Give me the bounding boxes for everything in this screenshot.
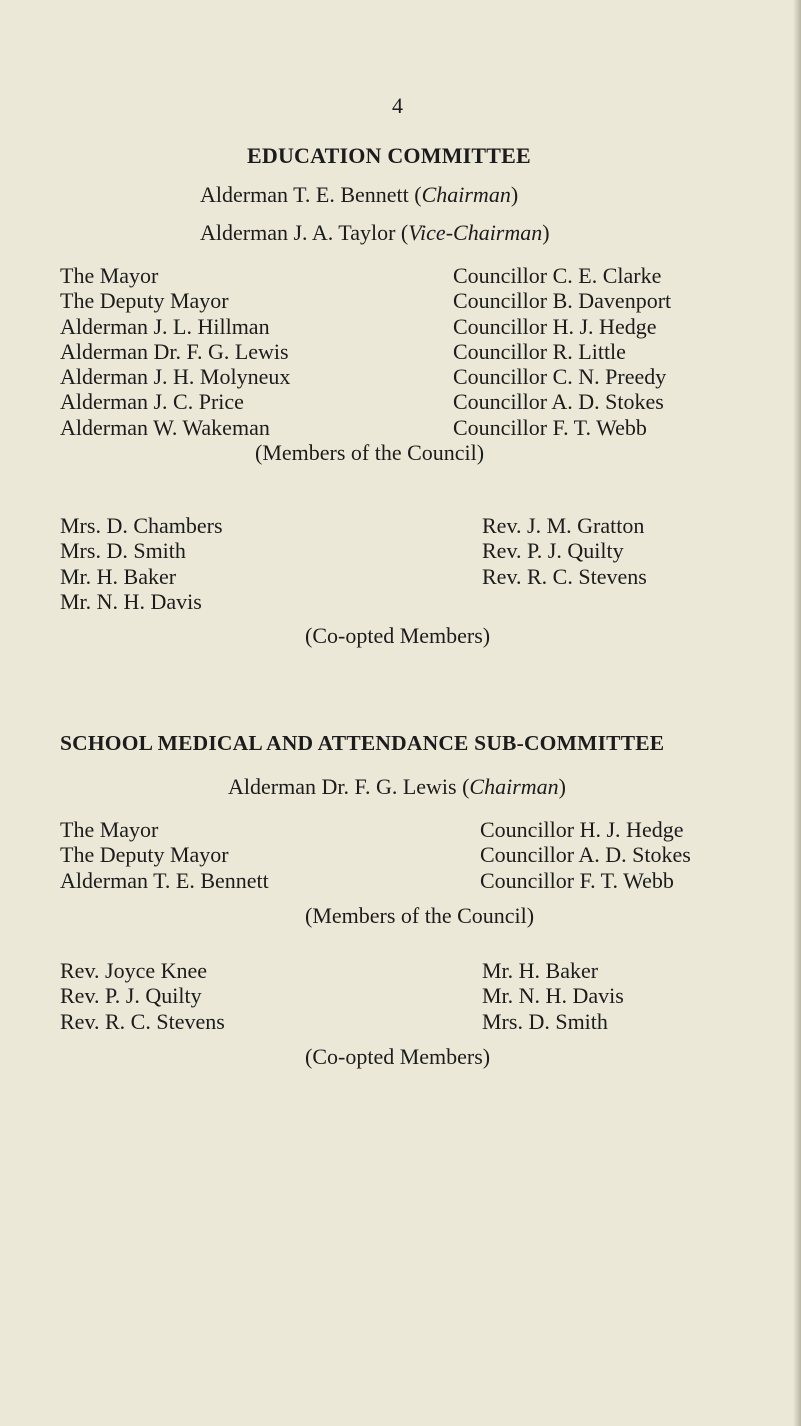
coopted-name: Mrs. D. Chambers [60,513,223,538]
coopted-name: Rev. P. J. Quilty [60,983,202,1009]
coopted-name: Rev. Joyce Knee [60,958,208,983]
education-coopted-label: (Co-opted Members) [305,623,491,648]
page-number: 4 [392,93,403,118]
coopted-name: Rev. P. J. Quilty [482,538,624,564]
member-name: Alderman T. E. Bennett [60,867,269,893]
school-medical-members-left [60,817,269,893]
school-medical-coopted-left [60,958,225,1034]
coopted-name: Mr. H. Baker [482,958,599,983]
member-name: Councillor C. N. Preedy [453,364,667,390]
member-name: Alderman J. C. Price [60,389,244,415]
member-name: Councillor B. Davenport [453,288,672,314]
coopted-name: Mrs. D. Smith [482,1008,608,1034]
coopted-name: Mr. H. Baker [60,563,177,589]
coopted-name: Mrs. D. Smith [60,538,186,564]
page-edge-shadow [793,0,801,1426]
member-name: The Mayor [60,263,159,288]
education-members-right [453,263,671,440]
education-members-left [60,263,290,440]
education-chairman-name: Alderman T. E. Bennett [200,182,409,207]
school-medical-members-right [480,817,691,893]
member-name: Alderman J. H. Molyneux [60,364,291,390]
member-name: Councillor C. E. Clarke [453,263,662,288]
school-medical-coopted-label: (Co-opted Members) [305,1044,491,1069]
member-name: Alderman Dr. F. G. Lewis [60,338,289,364]
school-medical-members-label: (Members of the Council) [305,903,535,928]
school-medical-chairman-role: Chairman [469,774,559,799]
school-medical-coopted-right [482,958,624,1034]
education-members-label: (Members of the Council) [255,440,485,465]
member-name: Councillor A. D. Stokes [480,842,691,868]
member-name: Alderman J. L. Hillman [60,313,270,339]
coopted-name: Mr. N. H. Davis [482,983,624,1009]
coopted-name: Rev. J. M. Gratton [482,513,645,538]
member-name: Councillor H. J. Hedge [480,817,684,842]
member-name: Councillor F. T. Webb [480,867,674,893]
member-name: Alderman W. Wakeman [60,414,270,440]
school-medical-title: SCHOOL MEDICAL AND ATTENDANCE SUB-COMMITTEE [60,731,665,755]
education-coopted-right [482,513,647,589]
education-chairman: Alderman T. E. Bennett (Chairman) [200,182,519,207]
coopted-name: Rev. R. C. Stevens [60,1008,225,1034]
education-vice-chairman: Alderman J. A. Taylor (Vice-Chairman) [200,220,550,245]
member-name: The Mayor [60,817,159,842]
education-coopted-left [60,513,223,614]
member-name: Councillor R. Little [453,338,626,364]
education-vice-chairman-role: Vice-Chairman [408,220,543,245]
education-chairman-role: Chairman [421,182,511,207]
school-medical-chairman: Alderman Dr. F. G. Lewis (Chairman) [228,774,566,799]
member-name: The Deputy Mayor [60,842,229,868]
school-medical-chairman-name: Alderman Dr. F. G. Lewis [228,774,457,799]
education-vice-chairman-name: Alderman J. A. Taylor [200,220,396,245]
member-name: Councillor F. T. Webb [453,414,647,440]
coopted-name: Rev. R. C. Stevens [482,563,647,589]
member-name: The Deputy Mayor [60,288,229,314]
member-name: Councillor A. D. Stokes [453,389,664,415]
education-committee-title: EDUCATION COMMITTEE [247,143,531,168]
coopted-name: Mr. N. H. Davis [60,588,202,614]
member-name: Councillor H. J. Hedge [453,313,657,339]
